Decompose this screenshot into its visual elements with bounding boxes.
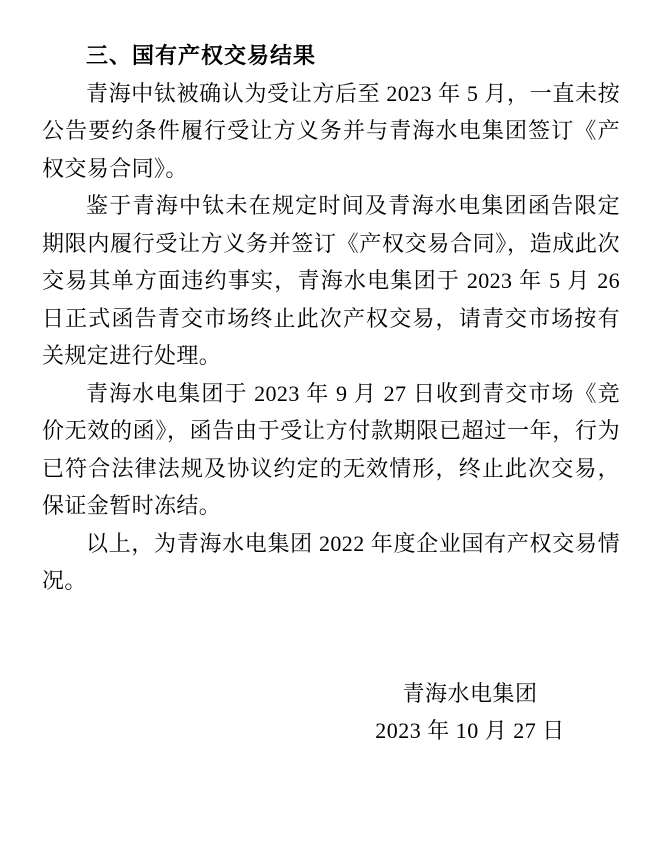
section-heading: 三、国有产权交易结果 <box>86 43 317 68</box>
signature-organization: 青海水电集团 <box>402 680 538 706</box>
signature-date: 2023 年 10 月 27 日 <box>375 718 565 743</box>
signature-block <box>320 675 620 750</box>
paragraph-breach-notice: 鉴于青海中钛未在规定时间及青海水电集团函告限定期限内履行受让方义务并签订《产权交易合同》，造成此次交易其单方面违约事实，青海水电集团于 2023 年 5 月 26 日正式函告青交市场终止此次产权交易，请青交市场按有关规定进行处理。 <box>42 193 620 368</box>
paragraph-transfer-confirmation: 青海中钛被确认为受让方后至 2023 年 5 月，一直未按公告要约条件履行受让方义务并与青海水电集团签订《产权交易合同》。 <box>42 80 620 181</box>
paragraph-invalid-bid-letter: 青海水电集团于 2023 年 9 月 27 日收到青交市场《竞价无效的函》，函告由于受让方付款期限已超过一年，行为已符合法律法规及协议约定的无效情形，终止此次交易，保证金暂时冻结。 <box>42 380 620 518</box>
paragraph-summary: 以上，为青海水电集团 2022 年度企业国有产权交易情况。 <box>42 530 620 593</box>
